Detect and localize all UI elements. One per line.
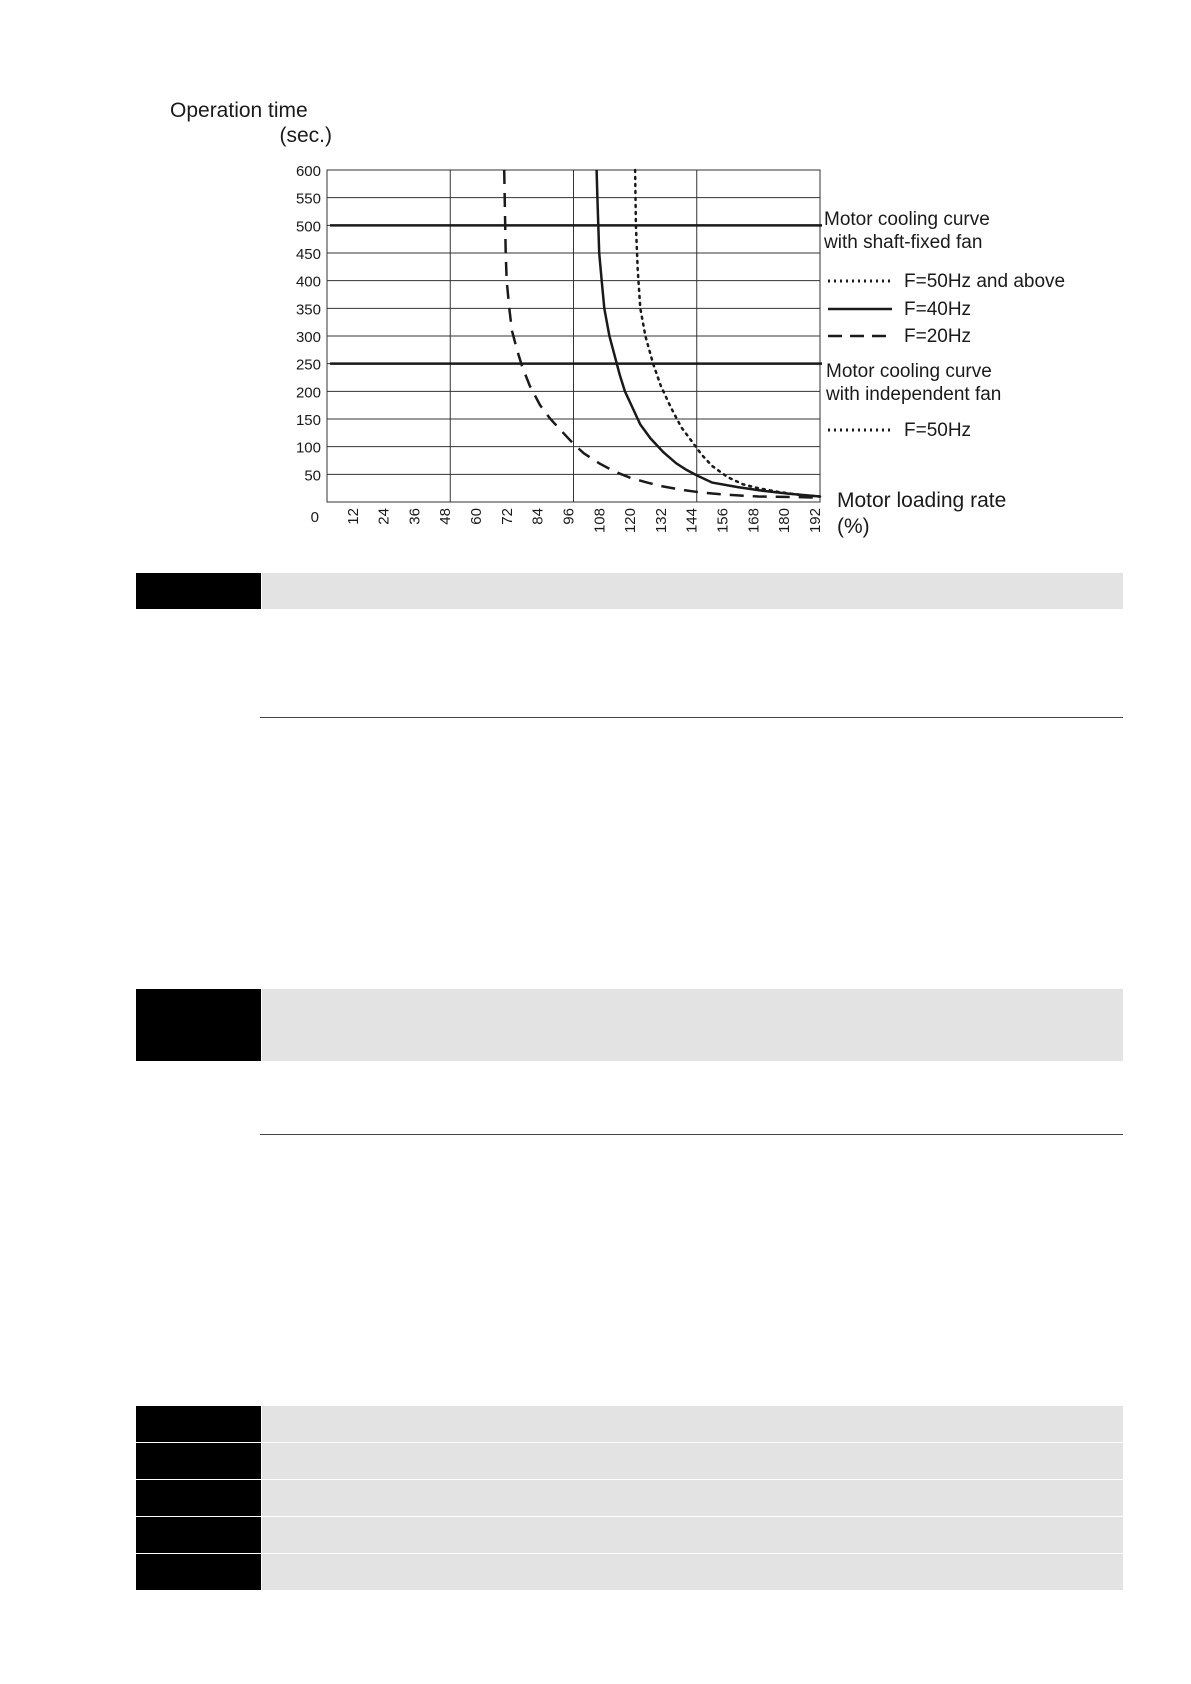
y-axis-title-line1: Operation time bbox=[170, 99, 308, 122]
y-tick-label: 300 bbox=[295, 329, 321, 346]
chart-grid bbox=[327, 170, 820, 502]
section-tag-block bbox=[136, 1406, 261, 1442]
x-tick-label: 24 bbox=[375, 508, 393, 525]
y-tick-label: 400 bbox=[295, 273, 321, 291]
x-tick-label: 132 bbox=[652, 508, 670, 534]
section-tag-block bbox=[136, 1554, 261, 1590]
x-tick-label: 192 bbox=[806, 508, 824, 534]
reference-lines bbox=[330, 225, 822, 363]
x-axis-title-line1: Motor loading rate bbox=[837, 489, 1007, 512]
section-header-bar bbox=[262, 1554, 1123, 1590]
series-line-f-20hz bbox=[504, 170, 820, 498]
y-tick-label: 600 bbox=[295, 163, 321, 180]
section-header-bar bbox=[262, 1480, 1123, 1516]
y-tick-label: 500 bbox=[295, 218, 321, 236]
x-tick-label: 144 bbox=[683, 508, 701, 534]
y-axis-title-line2: (sec.) bbox=[279, 124, 332, 147]
section-tag-block bbox=[136, 573, 261, 609]
legend-label-20hz: F=20Hz bbox=[904, 326, 972, 347]
section-tag-block bbox=[136, 1517, 261, 1553]
x-axis-title-line2: (%) bbox=[837, 515, 870, 538]
section-header-bar bbox=[262, 1517, 1123, 1553]
x-tick-label: 84 bbox=[529, 508, 547, 525]
section-header-band-6 bbox=[136, 1517, 1123, 1553]
y-tick-label: 0 bbox=[310, 509, 319, 526]
shaft-fan-label-line1: Motor cooling curve bbox=[824, 209, 990, 230]
x-tick-label: 96 bbox=[560, 508, 578, 525]
y-tick-label: 550 bbox=[295, 190, 321, 208]
section-header-band-5 bbox=[136, 1480, 1123, 1516]
section-divider-2 bbox=[260, 1134, 1123, 1135]
series-line-f-40hz bbox=[597, 170, 820, 497]
x-tick-label: 48 bbox=[437, 508, 455, 525]
independent-fan-label-line1: Motor cooling curve bbox=[826, 361, 992, 382]
x-tick-label: 180 bbox=[776, 508, 794, 534]
section-header-bar bbox=[262, 989, 1123, 1061]
y-tick-label: 200 bbox=[295, 384, 321, 402]
x-tick-label: 108 bbox=[591, 508, 609, 534]
section-divider-1 bbox=[260, 717, 1123, 718]
y-tick-label: 350 bbox=[295, 301, 321, 319]
legend-label-40hz: F=40Hz bbox=[904, 299, 972, 320]
section-header-bar bbox=[262, 573, 1123, 609]
section-header-band-4 bbox=[136, 1443, 1123, 1479]
chart-series bbox=[504, 170, 820, 498]
section-tag-block bbox=[136, 1443, 261, 1479]
y-tick-label: 100 bbox=[295, 439, 321, 457]
section-header-band-2 bbox=[136, 989, 1123, 1061]
y-tick-label: 450 bbox=[295, 246, 321, 263]
motor-cooling-chart bbox=[0, 0, 1191, 560]
section-tag-block bbox=[136, 989, 261, 1061]
section-header-band-1 bbox=[136, 573, 1123, 609]
y-tick-label: 250 bbox=[295, 356, 321, 374]
section-header-bar bbox=[262, 1406, 1123, 1442]
independent-fan-label-line2: with independent fan bbox=[826, 384, 1002, 405]
legend-label-50hz-independent: F=50Hz bbox=[904, 420, 972, 441]
x-tick-label: 60 bbox=[468, 508, 486, 525]
shaft-fan-label-line2: with shaft-fixed fan bbox=[824, 232, 983, 253]
x-tick-label: 168 bbox=[745, 508, 763, 534]
y-tick-label: 150 bbox=[295, 412, 321, 429]
x-tick-label: 36 bbox=[406, 508, 424, 525]
x-tick-label: 72 bbox=[498, 508, 516, 525]
legend-label-50hz-above: F=50Hz and above bbox=[904, 271, 1066, 292]
x-tick-label: 156 bbox=[714, 508, 732, 534]
x-tick-label: 120 bbox=[622, 508, 640, 534]
section-header-band-3 bbox=[136, 1406, 1123, 1442]
series-line-f-50hz-and-above bbox=[635, 170, 820, 497]
chart-tick-labels bbox=[296, 163, 824, 533]
x-tick-label: 12 bbox=[344, 508, 362, 525]
y-tick-label: 50 bbox=[304, 467, 321, 485]
section-header-band-7 bbox=[136, 1554, 1123, 1590]
section-header-bar bbox=[262, 1443, 1123, 1479]
section-tag-block bbox=[136, 1480, 261, 1516]
